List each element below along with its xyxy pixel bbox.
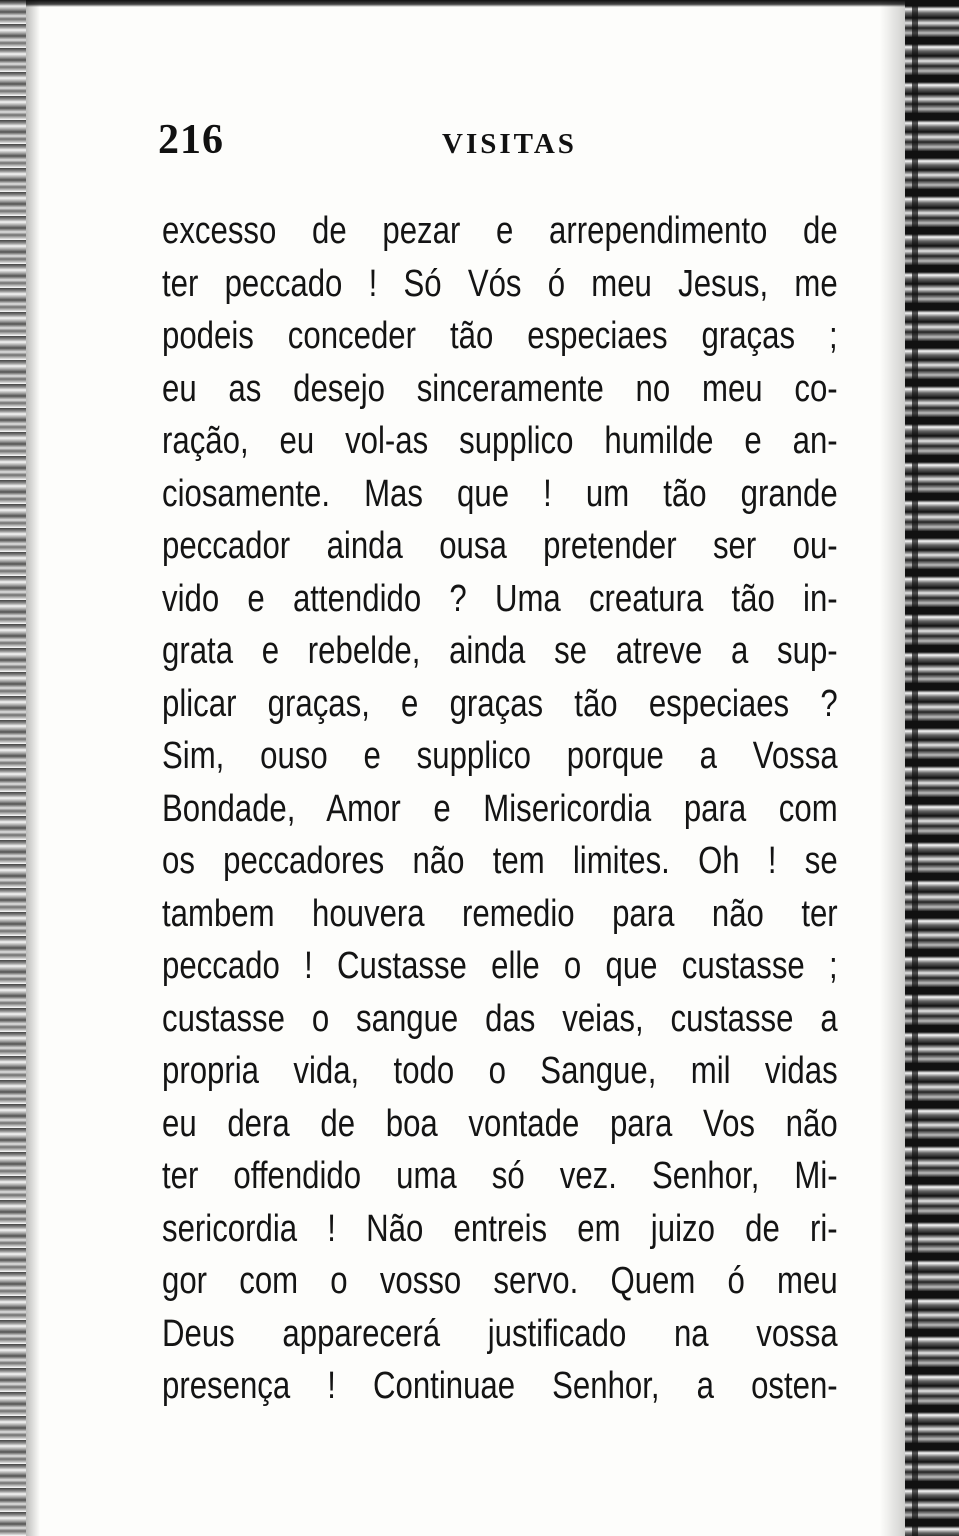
text-line: Bondade, Amor e Misericordia para com — [162, 787, 838, 830]
page-number: 216 — [158, 117, 224, 163]
text-line: Deus apparecerá justificado na vossa — [162, 1312, 838, 1355]
text-line: eu dera de boa vontade para Vos não — [162, 1102, 838, 1145]
page-left-shadow — [26, 0, 40, 1536]
text-line: plicar graças, e graças tão especiaes ? — [162, 682, 838, 725]
text-line: grata e rebelde, ainda se atreve a sup- — [162, 630, 838, 672]
running-head: VISITAS — [442, 128, 577, 160]
text-line: gor com o vosso servo. Quem ó meu — [162, 1260, 838, 1302]
text-line: presença ! Continuae Senhor, a osten- — [162, 1365, 838, 1407]
page-right-shadow — [880, 0, 905, 1536]
text-line: eu as desejo sinceramente no meu co- — [162, 367, 838, 410]
text-line: ter peccado ! Só Vós ó meu Jesus, me — [162, 262, 838, 305]
text-line: podeis conceder tão especiaes graças ; — [162, 315, 838, 357]
text-line: sericordia ! Não entreis em juizo de ri- — [162, 1207, 838, 1250]
page-top-edge — [0, 0, 959, 7]
text-line: peccador ainda ousa pretender ser ou- — [162, 525, 838, 567]
text-line: custasse o sangue das veias, custasse a — [162, 997, 838, 1040]
text-line: ciosamente. Mas que ! um tão grande — [162, 472, 838, 515]
text-line: os peccadores não tem limites. Oh ! se — [162, 840, 838, 882]
text-line: Sim, ouso e supplico porque a Vossa — [162, 735, 838, 777]
text-line: excesso de pezar e arrependimento de — [162, 210, 838, 252]
text-line: ração, eu vol-as supplico humilde e an- — [162, 420, 838, 462]
text-line: tambem houvera remedio para não ter — [162, 892, 838, 935]
text-line: ter offendido uma só vez. Senhor, Mi- — [162, 1155, 838, 1197]
text-line: vido e attendido ? Uma creatura tão in- — [162, 577, 838, 620]
page-binding-line — [912, 0, 918, 1536]
text-line: peccado ! Custasse elle o que custasse ; — [162, 945, 838, 987]
page-left-edge — [0, 0, 26, 1536]
text-line: propria vida, todo o Sangue, mil vidas — [162, 1050, 838, 1092]
body-text — [162, 205, 838, 1413]
